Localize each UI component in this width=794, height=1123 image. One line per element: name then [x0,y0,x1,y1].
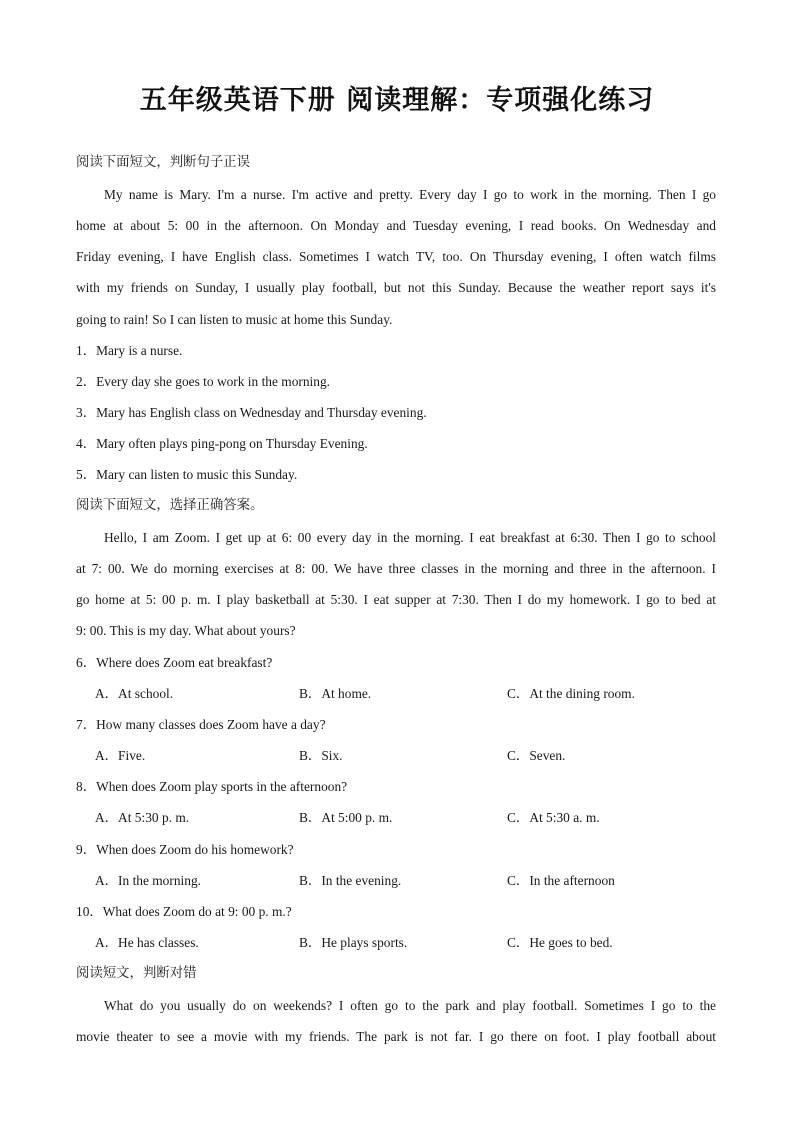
section3-heading: 阅读短文，判断对错 [76,966,197,981]
question-1: 1．Mary is a nurse. [76,343,183,358]
section1-passage-line: Friday evening, I have English class. Sometimes I watch TV, too. On Thursday evening, I often watch films [76,249,716,264]
section1-passage-line: home at about 5: 00 in the afternoon. On Monday and Tuesday evening, I read books. On Wednesday and [76,218,716,233]
section2-heading: 阅读下面短文，选择正确答案。 [76,498,264,513]
option-a: A．Five. [95,748,146,763]
option-c: C．At the dining room. [507,686,635,701]
question-10: 10．What does Zoom do at 9: 00 p. m.? [76,904,292,919]
option-c: C．Seven. [507,748,566,763]
section2-passage-line: 9: 00. This is my day. What about yours? [76,623,296,638]
section2-passage-line: at 7: 00. We do morning exercises at 8: 00. We have three classes in the morning and three in the afternoon. I [76,561,716,576]
question-3: 3．Mary has English class on Wednesday and Thursday evening. [76,405,427,420]
section1-passage-line: going to rain! So I can listen to music at home this Sunday. [76,312,393,327]
option-a: A．At school. [95,686,174,701]
option-b: B．In the evening. [299,873,402,888]
option-a: A．At 5:30 p. m. [95,810,190,825]
question-2: 2．Every day she goes to work in the morning. [76,374,331,389]
option-b: B．At 5:00 p. m. [299,810,393,825]
option-c: C．At 5:30 a. m. [507,810,600,825]
question-4: 4．Mary often plays ping-pong on Thursday Evening. [76,436,368,451]
section1-passage-line: My name is Mary. I'm a nurse. I'm active and pretty. Every day I go to work in the morning. Then I go [104,187,716,202]
question-7: 7．How many classes does Zoom have a day? [76,717,326,732]
section1-heading: 阅读下面短文，判断句子正误 [76,155,251,170]
section3-passage-line: movie theater to see a movie with my friends. The park is not far. I go there on foot. I play football about [76,1029,716,1044]
section2-passage-line: go home at 5: 00 p. m. I play basketball at 5:30. I eat supper at 7:30. Then I do my homework. I go to bed at [76,592,716,607]
question-6: 6．Where does Zoom eat breakfast? [76,655,273,670]
question-5: 5．Mary can listen to music this Sunday. [76,467,298,482]
section1-passage-line: with my friends on Sunday, I usually play football, but not this Sunday. Because the weather report says it's [76,280,716,295]
question-9: 9．When does Zoom do his homework? [76,842,294,857]
page-title: 五年级英语下册 阅读理解：专项强化练习 [139,85,655,116]
option-b: B．He plays sports. [299,935,408,950]
option-c: C．He goes to bed. [507,935,613,950]
section3-passage-line: What do you usually do on weekends? I often go to the park and play football. Sometimes I go to the [104,998,716,1013]
option-a: A．He has classes. [95,935,199,950]
option-b: B．At home. [299,686,372,701]
option-a: A．In the morning. [95,873,201,888]
section2-passage-line: Hello, I am Zoom. I get up at 6: 00 every day in the morning. I eat breakfast at 6:30. Then I go to school [104,530,716,545]
option-c: C．In the afternoon [507,873,615,888]
question-8: 8．When does Zoom play sports in the afternoon? [76,779,348,794]
option-b: B．Six. [299,748,343,763]
